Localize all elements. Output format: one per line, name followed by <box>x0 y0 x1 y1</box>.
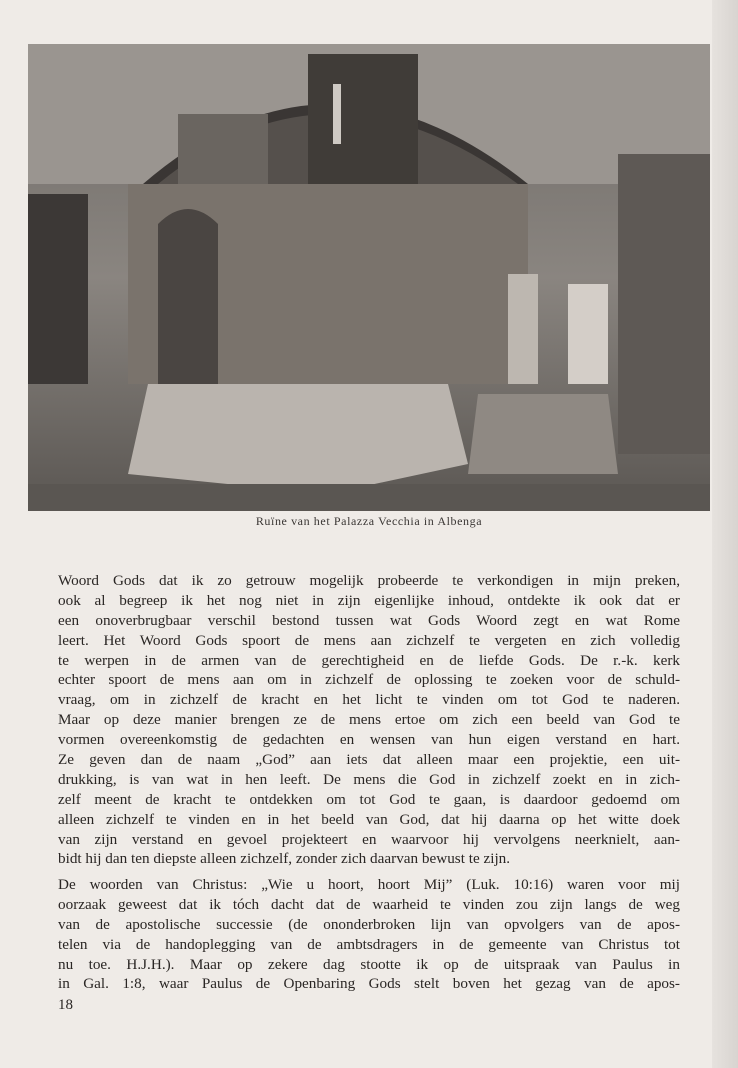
text-line: in Gal. 1:8, waar Paulus de Openbaring Gods stelt boven het gezag van de apos- <box>58 975 680 993</box>
text-line: alleen zichzelf te vinden en in het beeld van God, dat hij daarna op het witte doek <box>58 810 680 828</box>
text-line: vormen overeenkomstig de gedachten en wensen van hun eigen verstand en hart. <box>58 731 680 749</box>
photo-caption: Ruïne van het Palazza Vecchia in Albenga <box>255 514 483 528</box>
text-line: bidt hij dan ten diepste alleen zichzelf, zonder zich daarvan bewust te zijn. <box>58 850 511 868</box>
text-line: van zijn verstand en gevoel projekteert en waarvoor hij vervolgens neerknielt, aan- <box>58 830 680 848</box>
text-line: ook al begreep ik het nog niet in zijn eigenlijke inhoud, ontdekte ik ook dat er <box>58 591 680 609</box>
text-line: een onoverbrugbaar verschil bestond tussen wat Gods Woord zegt en wat Rome <box>58 611 680 629</box>
text-line: Ze geven dan de naam „God” aan iets dat alleen maar een projektie, een uit- <box>58 751 680 769</box>
paragraph-1 <box>58 571 680 869</box>
text-line: De woorden van Christus: „Wie u hoort, hoort Mij” (Luk. 10:16) waren voor mij <box>58 876 680 893</box>
text-line: echter spoort de mens aan om in zichzelf de oplossing te zoeken voor de schuld- <box>58 671 680 689</box>
page-number: 18 <box>58 997 73 1013</box>
paragraph-2 <box>58 875 680 994</box>
text-line: zelf meent de kracht te ontdekken om tot God te gaan, is daardoor gedoemd om <box>58 790 680 808</box>
photo-palazzo-ruin <box>28 44 710 511</box>
text-line: te werpen in de armen van de gerechtigheid en de liefde Gods. De r.-k. kerk <box>58 651 680 669</box>
page-edge <box>712 0 738 1068</box>
text-line: leert. Het Woord Gods spoort de mens aan zichzelf te vergeten en zich volledig <box>58 631 680 649</box>
text-line: van de apostolische successie (de ononderbroken lijn van opvolgers van de apos- <box>58 915 680 933</box>
text-line: Woord Gods dat ik zo getrouw mogelijk probeerde te verkondigen in mijn preken, <box>58 572 680 589</box>
text-line: telen via de handoplegging van de ambtsdragers in de gemeente van Christus tot <box>58 935 680 953</box>
text-line: nu toe. H.J.H.). Maar op zekere dag stootte ik op de uitspraak van Paulus in <box>58 955 680 973</box>
text-line: drukking, is van wat in hen leeft. De mens die God in zichzelf zoekt en in zich- <box>58 770 680 788</box>
text-line: Maar op deze manier brengen ze de mens ertoe om zich een beeld van God te <box>58 711 680 729</box>
text-line: oorzaak geweest dat ik tóch dacht dat de waarheid te vinden zou zijn langs de weg <box>58 895 680 913</box>
text-line: vraag, om in zichzelf de kracht en het licht te vinden om tot God te naderen. <box>58 691 680 709</box>
